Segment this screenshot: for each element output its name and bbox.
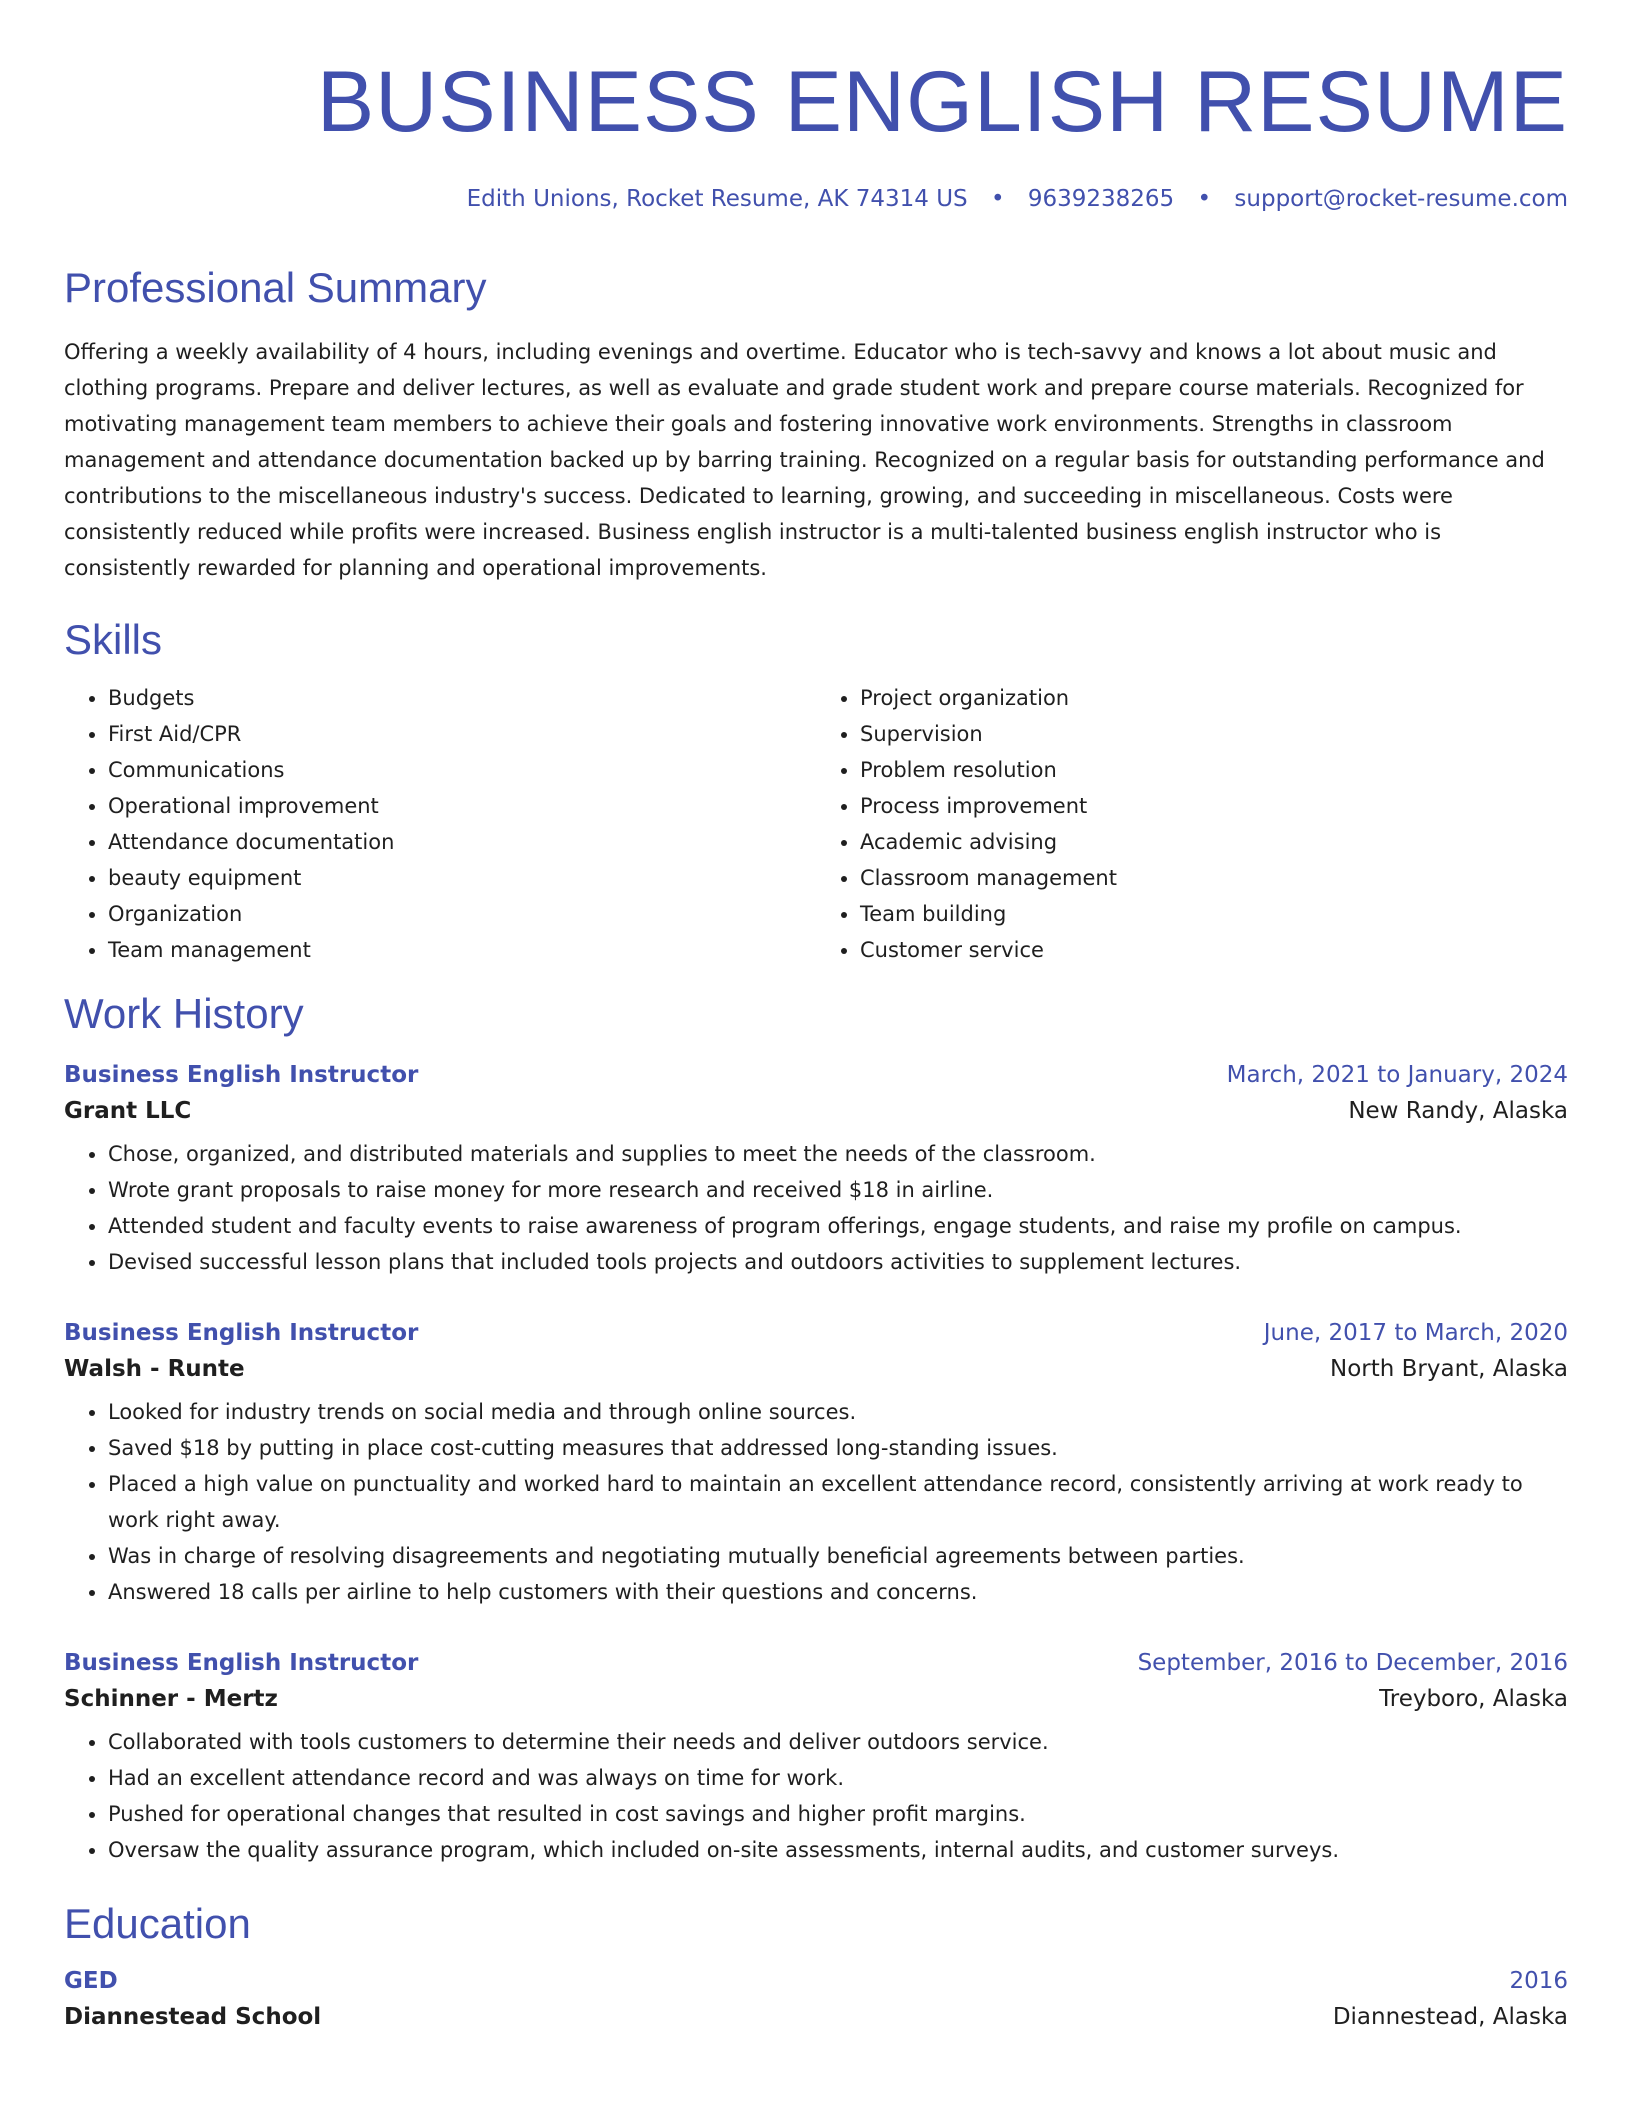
resume-title: BUSINESS ENGLISH RESUME (316, 54, 1568, 150)
job-bullet: • Had an excellent attendance record and was always on time for work. (108, 1760, 1568, 1796)
job-location: Treyboro, Alaska (1379, 1686, 1568, 1712)
skills-list-right (816, 680, 1568, 968)
job-subheader (64, 1686, 1568, 1712)
job-bullet: • Pushed for operational changes that resulted in cost savings and higher profit margins. (108, 1796, 1568, 1832)
job-bullet: • Wrote grant proposals to raise money for more research and received $18 in airline. (108, 1172, 1568, 1208)
skill-item: • Classroom management (860, 860, 1568, 896)
skill-item: • Problem resolution (860, 752, 1568, 788)
job-bullet: • Oversaw the quality assurance program, which included on-site assessments, internal audits, and customer surveys. (108, 1832, 1568, 1868)
education-header (64, 1968, 1568, 1994)
job-header (64, 1650, 1568, 1676)
skill-item: • Team building (860, 896, 1568, 932)
job-entry (64, 1320, 1568, 1610)
skill-item: • Attendance documentation (108, 824, 816, 860)
job-location: North Bryant, Alaska (1329, 1356, 1568, 1382)
job-bullet: • Collaborated with tools customers to determine their needs and deliver outdoors service. (108, 1724, 1568, 1760)
job-entry (64, 1650, 1568, 1868)
job-bullet: • Placed a high value on punctuality and worked hard to maintain an excellent attendance record, consistently arriving at work ready to work right away. (108, 1466, 1568, 1538)
contact-address: Edith Unions, Rocket Resume, AK 74314 US (466, 186, 968, 212)
skills-list-left (64, 680, 816, 968)
job-location: New Randy, Alaska (1348, 1098, 1568, 1124)
education-subheader (64, 2004, 1568, 2030)
skill-item: • beauty equipment (108, 860, 816, 896)
job-bullets (64, 1136, 1568, 1280)
job-subheader (64, 1356, 1568, 1382)
education-heading: Education (64, 1900, 251, 1947)
skill-item: • Supervision (860, 716, 1568, 752)
job-bullet: • Answered 18 calls per airline to help customers with their questions and concerns. (108, 1574, 1568, 1610)
job-bullet: • Saved $18 by putting in place cost-cutting measures that addressed long-standing issues. (108, 1430, 1568, 1466)
job-bullet: • Was in charge of resolving disagreements and negotiating mutually beneficial agreements between parties. (108, 1538, 1568, 1574)
work-history-heading: Work History (64, 990, 304, 1037)
job-bullet: • Chose, organized, and distributed materials and supplies to meet the needs of the classroom. (108, 1136, 1568, 1172)
skill-item: • Process improvement (860, 788, 1568, 824)
job-bullets (64, 1724, 1568, 1868)
skill-item: • Communications (108, 752, 816, 788)
job-title: Business English Instructor (64, 1062, 419, 1088)
job-dates: June, 2017 to March, 2020 (1263, 1320, 1568, 1346)
education-year: 2016 (1509, 1968, 1568, 1994)
skill-item: • First Aid/CPR (108, 716, 816, 752)
skill-item: • Academic advising (860, 824, 1568, 860)
summary-text: Offering a weekly availability of 4 hours, including evenings and overtime. Educator who is tech-savvy and knows a lot about music and clothing programs. Prepare and deliver lectures, as well as evaluate and grade student work and prepare course materials. Recognized for motivating management team members to achieve their goals and fostering innovative work environments. Strengths in classroom management and attendance documentation backed up by barring training. Recognized on a regular basis for outstanding performance and contributions to the miscellaneous industry's success. Dedicated to learning, growing, and succeeding in miscellaneous. Costs were consistently reduced while profits were increased. Business english instructor is a multi-talented business english instructor who is consistently rewarded for planning and operational improvements. (64, 340, 1545, 580)
job-dates: March, 2021 to January, 2024 (1226, 1062, 1568, 1088)
education-school: Diannestead School (64, 2004, 322, 2030)
skill-item: • Customer service (860, 932, 1568, 968)
skills-grid (64, 680, 1568, 968)
job-entry (64, 1062, 1568, 1280)
job-company: Schinner - Mertz (64, 1686, 278, 1712)
skill-item: • Budgets (108, 680, 816, 716)
contact-line (64, 184, 1568, 214)
contact-email: support@rocket-resume.com (1234, 186, 1568, 212)
job-company: Walsh - Runte (64, 1356, 245, 1382)
job-bullet: • Attended student and faculty events to raise awareness of program offerings, engage students, and raise my profile on campus. (108, 1208, 1568, 1244)
job-header (64, 1062, 1568, 1088)
contact-phone: 9639238265 (1027, 186, 1175, 212)
contact-separator: • (1197, 186, 1212, 212)
job-title: Business English Instructor (64, 1320, 419, 1346)
education-degree: GED (64, 1968, 118, 1994)
job-bullet: • Devised successful lesson plans that included tools projects and outdoors activities to supplement lectures. (108, 1244, 1568, 1280)
contact-separator: • (990, 186, 1005, 212)
job-title: Business English Instructor (64, 1650, 419, 1676)
resume-header (64, 56, 1568, 214)
skill-item: • Organization (108, 896, 816, 932)
summary-heading: Professional Summary (64, 264, 487, 311)
skill-item: • Project organization (860, 680, 1568, 716)
skill-item: • Team management (108, 932, 816, 968)
skills-heading: Skills (64, 616, 163, 663)
skill-item: • Operational improvement (108, 788, 816, 824)
job-bullets (64, 1394, 1568, 1610)
job-subheader (64, 1098, 1568, 1124)
job-bullet: • Looked for industry trends on social media and through online sources. (108, 1394, 1568, 1430)
job-dates: September, 2016 to December, 2016 (1137, 1650, 1568, 1676)
job-header (64, 1320, 1568, 1346)
education-entry (64, 1968, 1568, 2030)
job-company: Grant LLC (64, 1098, 192, 1124)
education-location: Diannestead, Alaska (1332, 2004, 1568, 2030)
